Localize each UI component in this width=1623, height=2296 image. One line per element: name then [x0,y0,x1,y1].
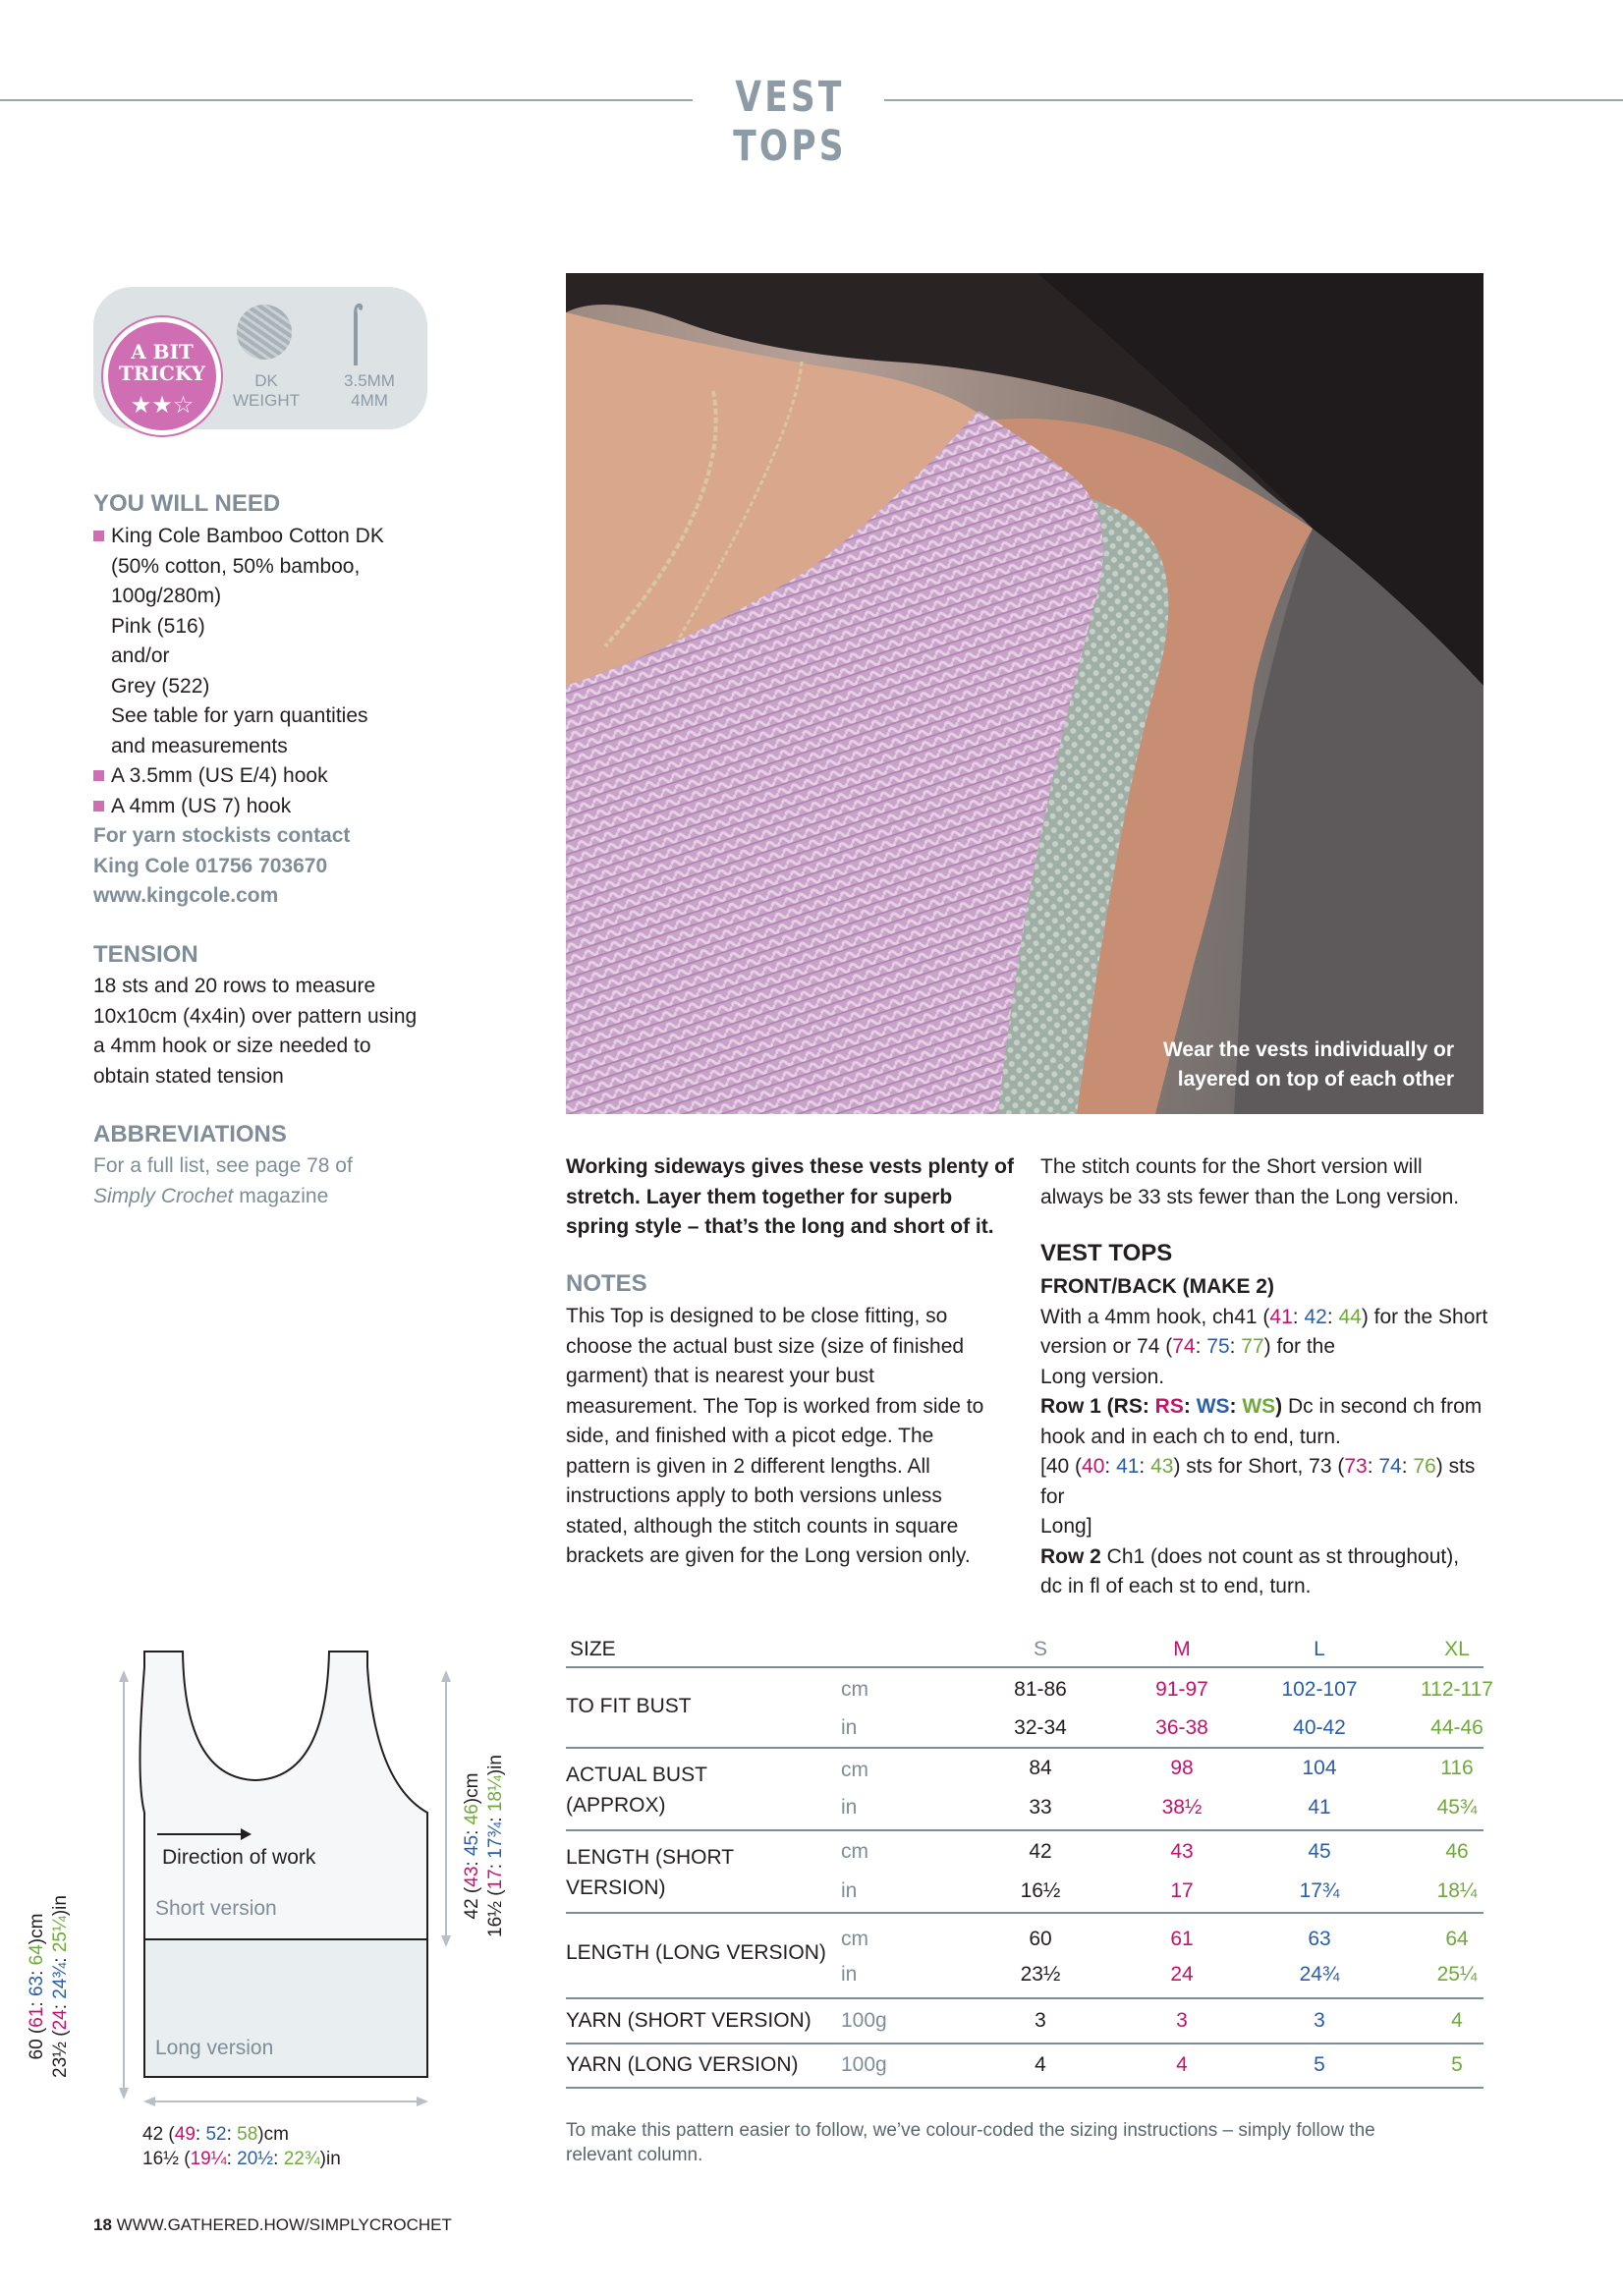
yarn-item: King Cole Bamboo Cotton DK [93,522,427,552]
table-rule [566,1829,1483,1831]
vest-tops-heading: VEST TOPS [1040,1240,1173,1266]
table-cell: 17¾ [1299,1879,1340,1902]
table-cell: 24 [1170,1963,1194,1986]
table-cell: 104 [1302,1757,1337,1779]
difficulty-badge [103,317,221,435]
section-title: VEST TOPS [733,73,847,171]
crochet-hook-icon [350,301,365,367]
table-cell: 33 [1029,1796,1052,1819]
width-measurement: 42 (49: 52: 58)cm 16½ (19¼: 20½: 22¾)in [142,2124,341,2169]
header-rule-right [884,99,1623,101]
difficulty-line2: TRICKY [119,362,205,385]
table-rule [566,1997,1483,1999]
table-rule [566,1666,1483,1668]
table-cell: 3 [1035,2009,1046,2032]
you-will-need-heading: YOU WILL NEED [93,490,281,517]
table-cell: 16½ [1020,1879,1061,1902]
hook-item-1: A 3.5mm (US E/4) hook [93,761,427,792]
table-cell: 25¼ [1436,1963,1478,1986]
size-header-xl: XL [1444,1638,1470,1660]
short-version-label: Short version [155,1897,277,1920]
table-cell: 24¾ [1299,1963,1340,1986]
difficulty-stars: ★★☆ [130,392,195,419]
page-footer [93,2215,452,2235]
footer-url[interactable]: WWW.GATHERED.HOW/SIMPLYCROCHET [116,2215,452,2234]
table-rule [566,2043,1483,2044]
row-label-length-short: LENGTH (SHORT VERSION) [566,1846,735,1899]
hook-item-2: A 4mm (US 7) hook [93,792,427,822]
tension-heading: TENSION [93,941,198,968]
photo-caption: Wear the vests individually or layered on top of each other [1162,1038,1454,1091]
abbreviations-heading: ABBREVIATIONS [93,1121,287,1148]
table-cell: 44-46 [1430,1716,1483,1739]
table-cell: 81-86 [1014,1678,1067,1701]
table-cell: 98 [1170,1757,1194,1779]
unit-in: in [841,1716,858,1739]
yarn-weight-label: DK WEIGHT [233,371,300,410]
unit-cm: cm [841,1678,868,1701]
hook-size-label: 3.5MM 4MM [344,371,395,410]
table-cell: 4 [1451,2009,1463,2032]
table-cell: 116 [1440,1757,1474,1779]
unit-100g: 100g [841,2053,887,2076]
garment-schematic [59,1651,531,2161]
row-label-yarn-long: YARN (LONG VERSION) [566,2053,799,2076]
table-cell: 45 [1308,1840,1331,1863]
size-header-s: S [1033,1638,1047,1660]
stockists-line2: King Cole 01756 703670 [93,854,328,877]
table-cell: 23½ [1020,1963,1061,1986]
notes-text: This Top is designed to be close fitting, so choose the actual bust size (size of finished garment) that is nearest your bust measurement. The Top is worked from side to side, and finished with a picot edge. The pattern is given in 2 different lengths. All instructions apply to both versions unless stated, although the stitch counts in square brackets are given for the Long version only. [566,1305,984,1567]
table-cell: 3 [1314,2009,1325,2032]
table-rule [566,1912,1483,1914]
long-version-label: Long version [155,2037,274,2059]
stockists-line1: For yarn stockists contact [93,824,351,847]
table-cell: 4 [1035,2053,1046,2076]
size-header-label: SIZE [570,1638,616,1660]
size-header-m: M [1173,1638,1191,1660]
table-cell: 43 [1170,1840,1194,1863]
page-number: 18 [93,2215,112,2234]
row-label-actual-bust: ACTUAL BUST (APPROX) [566,1764,707,1817]
table-cell: 60 [1029,1928,1052,1950]
table-cell: 5 [1314,2053,1325,2076]
table-cell: 64 [1445,1928,1469,1950]
table-cell: 45¾ [1436,1796,1478,1819]
yarn-ball-icon [237,305,292,360]
unit-cm: cm [841,1840,868,1863]
table-cell: 4 [1176,2053,1188,2076]
stitch-note: The stitch counts for the Short version will always be 33 sts fewer than the Long version. [1040,1155,1460,1208]
unit-cm: cm [841,1759,868,1781]
table-cell: 46 [1445,1840,1469,1863]
header-rule-left [0,99,693,101]
notes-heading: NOTES [566,1270,647,1297]
table-cell: 17 [1170,1879,1194,1902]
product-photo [566,273,1483,1114]
difficulty-line1: A BIT [131,340,194,364]
table-cell: 32-34 [1014,1716,1067,1739]
table-cell: 102-107 [1281,1678,1358,1701]
you-will-need-list: King Cole Bamboo Cotton DK (50% cotton, 50% bamboo, 100g/280m) Pink (516) and/or Grey (522) See table for yarn quantities and measurements A 3.5mm (US E/4) hook A 4mm (US 7) hook For yarn stockists contact King Cole 01756 703670 www.kingcole.com [93,522,427,912]
long-length-measurement: 60 (61: 63: 64)cm 23½ (24: 24¾: 25¼)in [27,1895,71,2078]
table-cell: 41 [1308,1796,1331,1819]
table-rule [566,2087,1483,2089]
pattern-instructions: FRONT/BACK (MAKE 2) With a 4mm hook, ch41 (41: 42: 44) for the Short version or 74 (74: 75: 77) for the Long version. Row 1 (RS: RS: WS: WS) Dc in second ch from hook and in each ch to end, turn. [40 (40: 41: 43) sts for Short, 73 (73: 74: 76) sts for Long] Row 2 Ch1 (does not count as st throughout), dc in fl of each st to end, turn. [1040,1275,1488,1597]
direction-label: Direction of work [162,1846,316,1869]
size-header-l: L [1314,1638,1325,1660]
tension-text: 18 sts and 20 rows to measure 10x10cm (4x4in) over pattern using a 4mm hook or size needed to obtain stated tension [93,975,418,1088]
unit-in: in [841,1963,858,1986]
table-footnote: To make this pattern easier to follow, we’ve colour-coded the sizing instructions – simply follow the relevant column. [566,2120,1375,2165]
unit-in: in [841,1879,858,1902]
unit-100g: 100g [841,2009,887,2032]
vest-illustration [566,273,1483,1114]
table-cell: 63 [1308,1928,1331,1950]
table-cell: 38½ [1161,1796,1203,1819]
table-cell: 42 [1029,1840,1052,1863]
row-label-fit-bust: TO FIT BUST [566,1695,692,1717]
short-length-measurement: 42 (43: 45: 46)cm 16½ (17: 17¾: 18¼)in [462,1755,506,1937]
stockists-link[interactable]: www.kingcole.com [93,884,279,907]
abbreviations-text: For a full list, see page 78 of Simply Crochet magazine [93,1154,353,1207]
table-rule [566,1747,1483,1749]
unit-in: in [841,1796,858,1819]
table-cell: 5 [1451,2053,1463,2076]
table-cell: 36-38 [1155,1716,1208,1739]
table-cell: 3 [1176,2009,1188,2032]
intro-text: Working sideways gives these vests plenty of stretch. Layer them together for superb spring style – that’s the long and short of it. [566,1155,1014,1238]
table-cell: 91-97 [1155,1678,1208,1701]
table-cell: 61 [1170,1928,1194,1950]
table-cell: 18¼ [1436,1879,1478,1902]
row-label-length-long: LENGTH (LONG VERSION) [566,1941,826,1964]
table-cell: 40-42 [1293,1716,1346,1739]
table-cell: 112-117 [1421,1678,1493,1701]
table-cell: 84 [1029,1757,1052,1779]
unit-cm: cm [841,1928,868,1950]
row-label-yarn-short: YARN (SHORT VERSION) [566,2009,812,2032]
